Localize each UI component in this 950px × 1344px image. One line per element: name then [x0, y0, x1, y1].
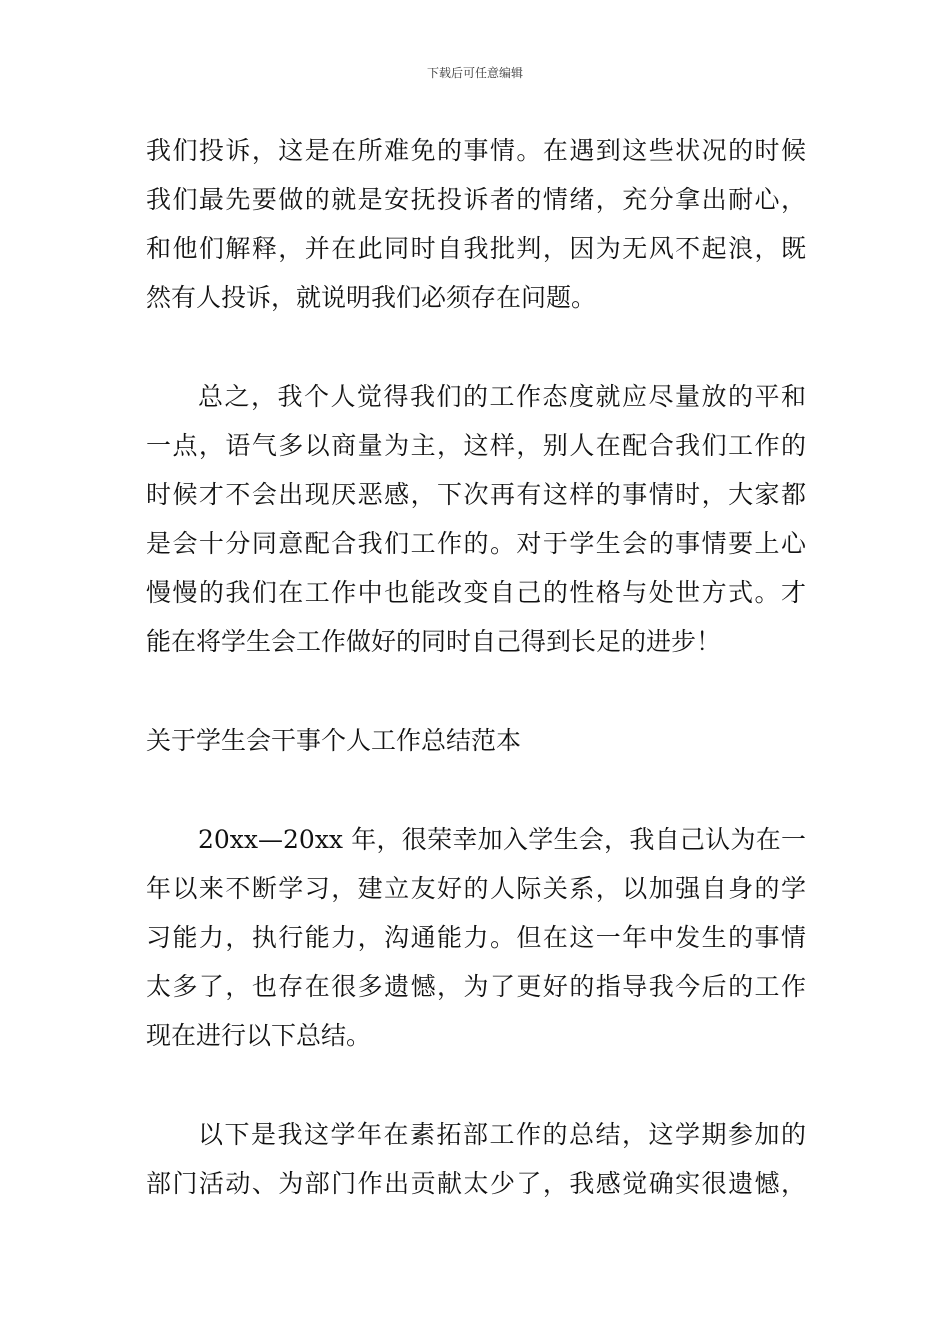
paragraph-line: 我们投诉，这是在所难免的事情。在遇到这些状况的时候 [146, 136, 806, 165]
paragraph-line: 总之，我个人觉得我们的工作态度就应尽量放的平和 [198, 382, 806, 411]
section-title: 关于学生会干事个人工作总结范本 [146, 726, 522, 755]
paragraph-line: 习能力，执行能力，沟通能力。但在这一年中发生的事情 [146, 923, 806, 952]
paragraph-line: 是会十分同意配合我们工作的。对于学生会的事情要上心 [146, 529, 806, 558]
document-body [146, 126, 806, 1208]
paragraph-line: 20xx—20xx 年，很荣幸加入学生会，我自己认为在一 [198, 825, 806, 854]
paragraph-1 [146, 126, 806, 322]
paragraph-2 [146, 372, 806, 666]
paragraph-line: 一点，语气多以商量为主，这样，别人在配合我们工作的 [146, 431, 806, 460]
paragraph-spacer [146, 765, 806, 815]
paragraph-spacer [146, 322, 806, 372]
paragraph-line: 慢慢的我们在工作中也能改变自己的性格与处世方式。才 [146, 578, 806, 607]
paragraph-line: 现在进行以下总结。 [146, 1021, 372, 1050]
paragraph-line: 能在将学生会工作做好的同时自己得到长足的进步！ [146, 627, 722, 656]
paragraph-spacer [146, 1060, 806, 1110]
paragraph-line: 和他们解释，并在此同时自我批判，因为无风不起浪，既 [146, 234, 806, 263]
paragraph-line: 以下是我这学年在素拓部工作的总结，这学期参加的 [198, 1120, 806, 1149]
paragraph-line: 时候才不会出现厌恶感，下次再有这样的事情时，大家都 [146, 480, 806, 509]
paragraph-line: 年以来不断学习，建立友好的人际关系，以加强自身的学 [146, 874, 806, 903]
paragraph-spacer [146, 666, 806, 716]
paragraph-line: 太多了，也存在很多遗憾，为了更好的指导我今后的工作 [146, 972, 806, 1001]
paragraph-line: 我们最先要做的就是安抚投诉者的情绪，充分拿出耐心， [146, 185, 806, 214]
paragraph-3 [146, 815, 806, 1060]
paragraph-4 [146, 1110, 806, 1208]
paragraph-line: 部门活动、为部门作出贡献太少了，我感觉确实很遗憾， [146, 1169, 806, 1198]
paragraph-line: 然有人投诉，就说明我们必须存在问题。 [146, 283, 597, 312]
page-header: 下载后可任意编辑 [426, 66, 523, 80]
